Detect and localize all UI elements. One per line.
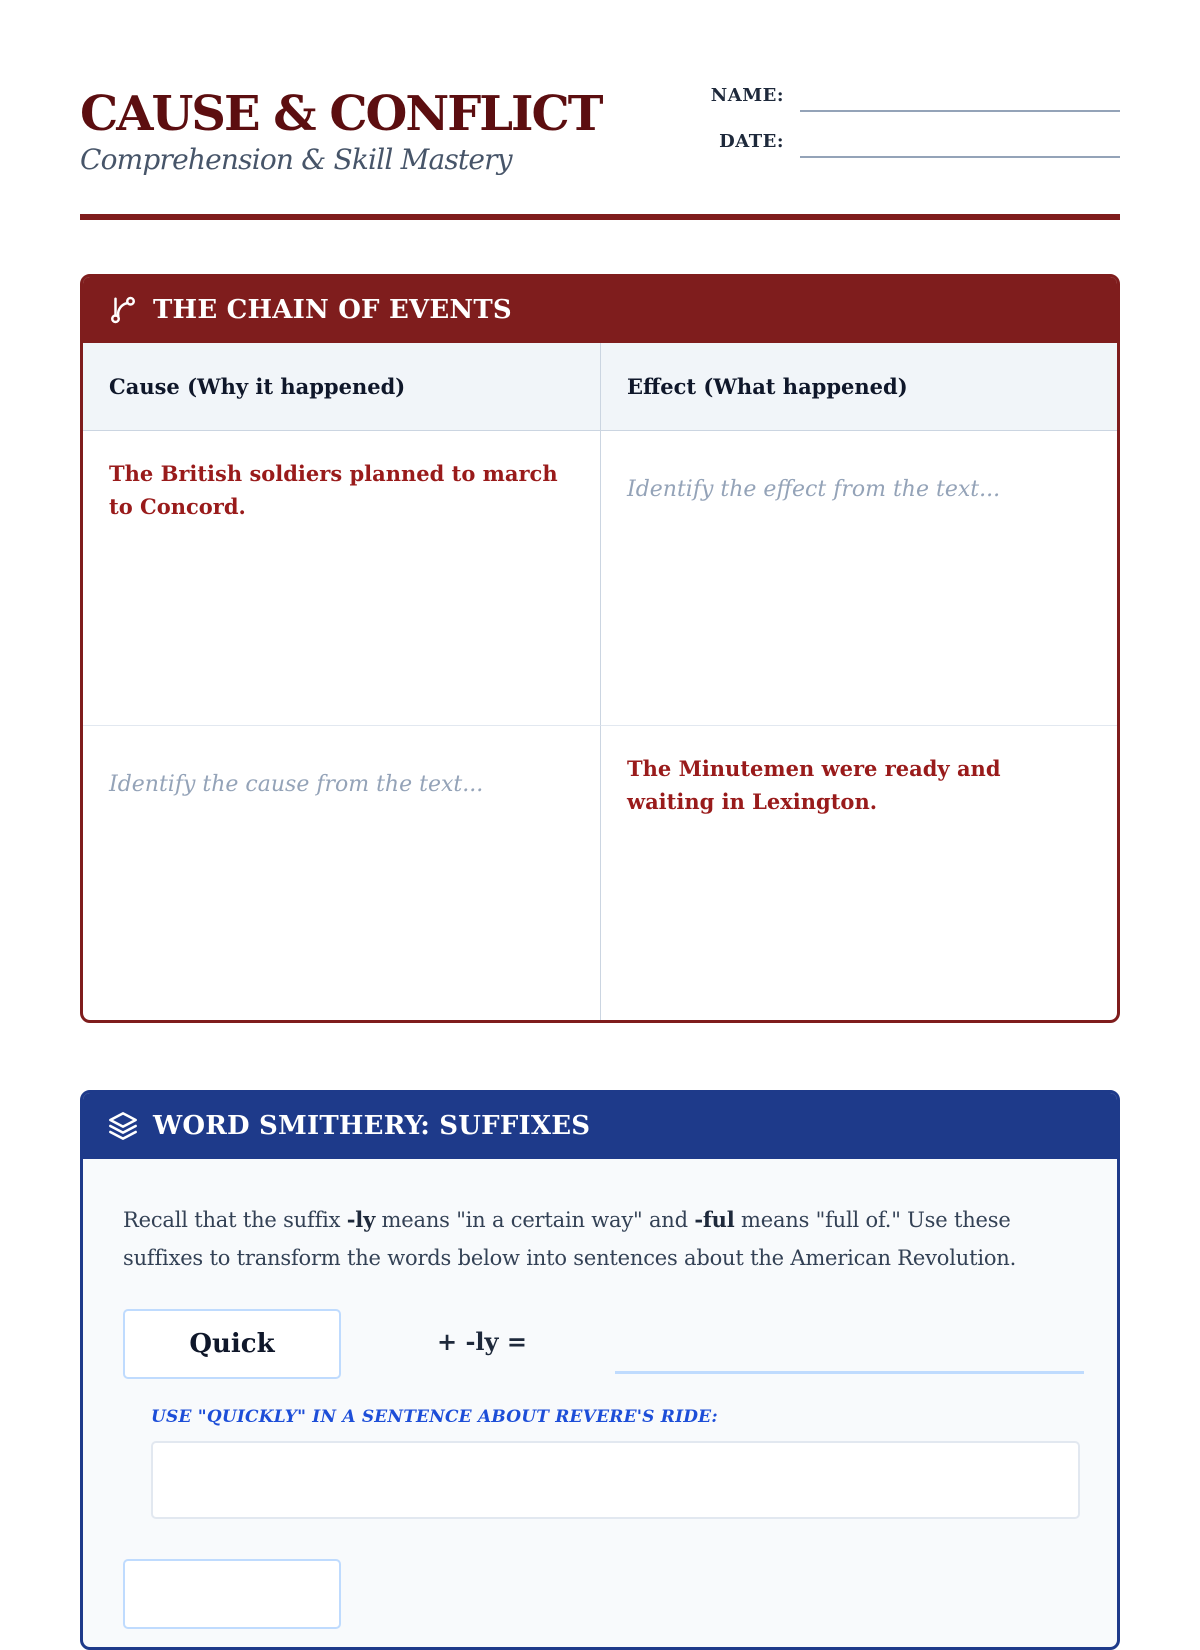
date-label: DATE:: [719, 131, 784, 152]
suffix-instructions: [123, 1201, 1077, 1277]
date-input[interactable]: [800, 126, 1120, 158]
base-word-box: Quick: [123, 1309, 341, 1379]
word-smithery-title: WORD SMITHERY: SUFFIXES: [153, 1111, 591, 1141]
instructions-text: means "in a certain way" and: [375, 1208, 695, 1232]
effect-cell-1[interactable]: [601, 431, 1117, 726]
chain-of-events-title: THE CHAIN OF EVENTS: [153, 295, 512, 325]
cause-cell-2[interactable]: [83, 726, 601, 1021]
worksheet-header: [80, 80, 1120, 222]
chain-of-events-card: [80, 274, 1120, 1023]
suffix-ly-term: -ly: [346, 1207, 376, 1232]
cause-cell-1: [83, 431, 601, 726]
given-cause-text: The British soldiers planned to march to Concord.: [109, 461, 558, 519]
name-field-row: [686, 82, 1120, 112]
suffix-ful-term: -ful: [694, 1207, 735, 1232]
sentence-answer-box[interactable]: [151, 1441, 1080, 1519]
date-field-row: [686, 128, 1120, 158]
page-subtitle: Comprehension & Skill Mastery: [80, 143, 512, 176]
given-effect-text: The Minutemen were ready and waiting in Lexington.: [627, 756, 1001, 814]
page-title: CAUSE & CONFLICT: [80, 86, 602, 142]
word-smithery-body: [83, 1159, 1117, 1629]
chain-of-events-header: [83, 277, 1117, 343]
effect-cell-2: [601, 726, 1117, 1021]
effect-column-header: Effect (What happened): [601, 343, 1117, 431]
effect-answer-prompt: Identify the effect from the text...: [627, 477, 1001, 502]
cause-effect-table: [83, 343, 1117, 1021]
layers-icon: [107, 1110, 139, 1142]
suffix-answer-input[interactable]: [615, 1309, 1084, 1374]
instructions-text: Recall that the suffix: [123, 1208, 347, 1232]
cause-column-header: Cause (Why it happened): [83, 343, 601, 431]
header-divider: [80, 214, 1120, 220]
suffix-operator: + -ly =: [437, 1327, 527, 1356]
word-smithery-header: [83, 1093, 1117, 1159]
next-base-word-box: [123, 1559, 341, 1629]
name-label: NAME:: [710, 85, 784, 106]
cause-answer-prompt: Identify the cause from the text...: [109, 772, 484, 797]
instructions-text: means "full of." Use these suffixes to transform the words below into sentences about the American Revolution.: [123, 1208, 1017, 1270]
branch-icon: [107, 294, 139, 326]
sentence-prompt-label: USE "QUICKLY" IN A SENTENCE ABOUT REVERE'S RIDE:: [151, 1407, 718, 1427]
suffix-exercise-row: [123, 1309, 1077, 1379]
word-smithery-card: [80, 1090, 1120, 1650]
name-input[interactable]: [800, 80, 1120, 112]
